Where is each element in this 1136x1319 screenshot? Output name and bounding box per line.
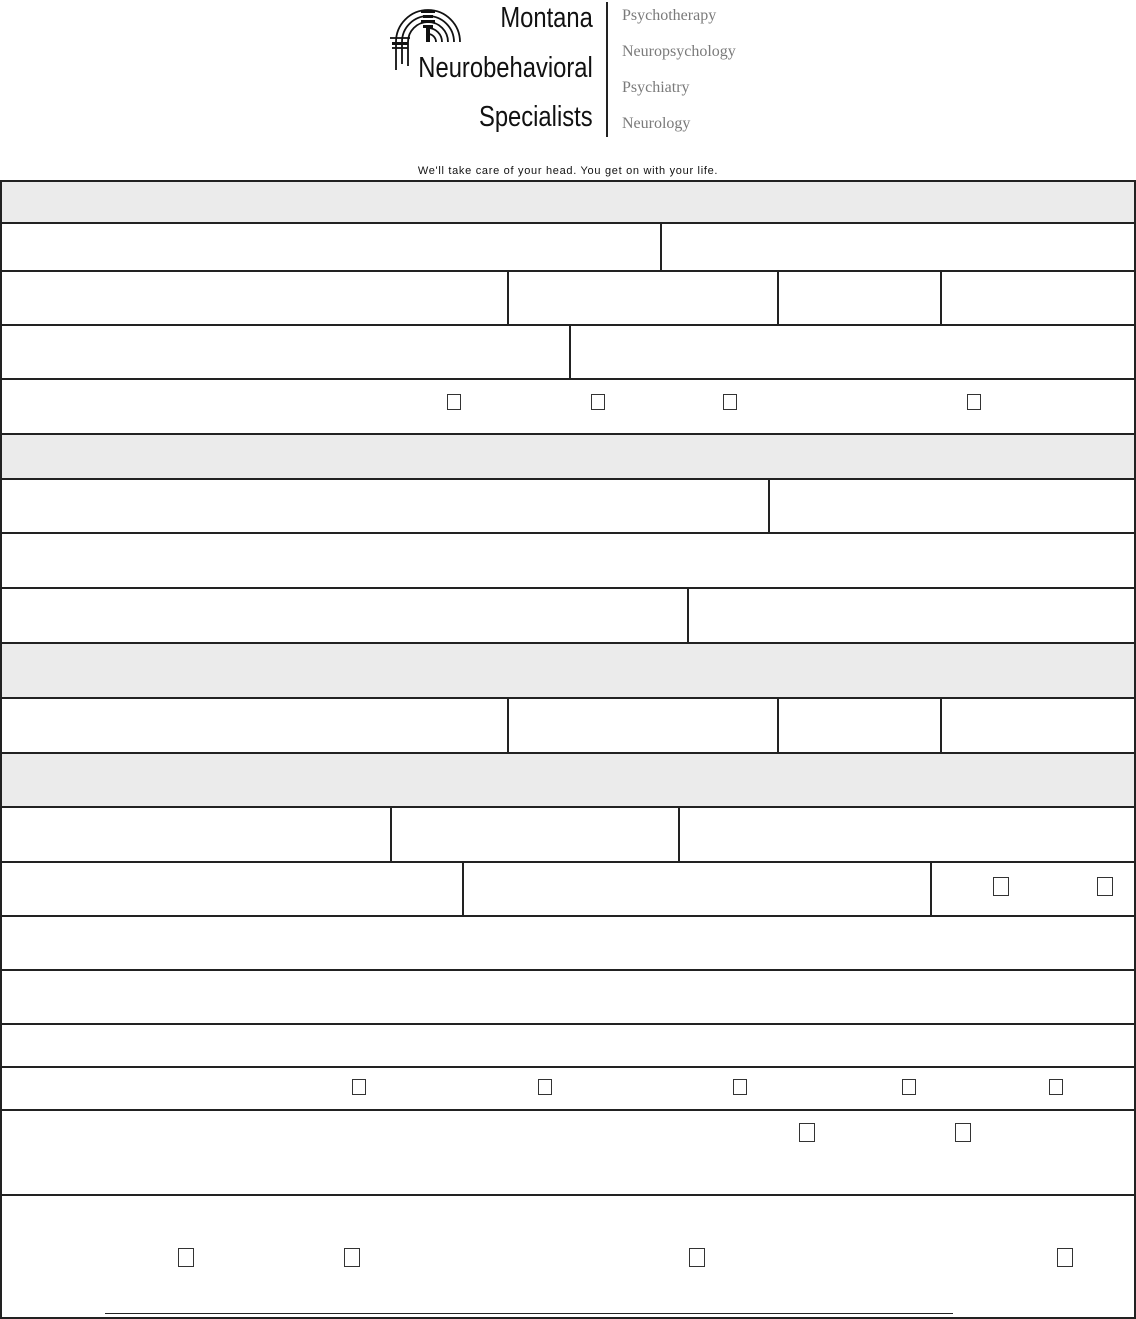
field-divider [678,808,680,861]
field-divider [930,863,932,915]
option-checkbox[interactable] [591,394,605,410]
field-divider [569,326,571,378]
option-checkbox[interactable] [723,394,737,410]
field-divider [507,272,509,324]
form-row-13 [0,1025,1136,1068]
service-psychiatry: Psychiatry [622,79,690,96]
field-divider [940,699,942,752]
section-header-4 [0,754,1136,808]
option-checkbox[interactable] [344,1248,360,1267]
service-neurology: Neurology [622,115,691,132]
service-psychotherapy: Psychotherapy [622,7,717,24]
option-checkbox[interactable] [447,394,461,410]
option-checkbox[interactable] [178,1248,194,1267]
field-divider [390,808,392,861]
brand-name-line-3: Specialists [479,101,593,133]
field-divider [777,699,779,752]
option-checkbox[interactable] [967,394,981,410]
field-divider [940,272,942,324]
form-row-11 [0,917,1136,971]
form-row-9 [0,808,1136,863]
service-neuropsychology: Neuropsychology [622,43,736,60]
option-checkbox[interactable] [1057,1248,1073,1267]
option-checkbox[interactable] [902,1079,916,1095]
signature-line[interactable] [105,1313,953,1314]
field-divider [768,480,770,532]
field-divider [687,589,689,642]
option-checkbox[interactable] [1097,877,1113,896]
option-checkbox[interactable] [799,1123,815,1142]
tagline: We'll take care of your head. You get on with your life. [417,165,719,177]
form-row-4 [0,380,1136,435]
form-row-10 [0,863,1136,917]
form-row-5 [0,480,1136,534]
form-row-2 [0,272,1136,326]
field-divider [660,224,662,270]
letterhead-divider [606,2,608,137]
option-checkbox[interactable] [352,1079,366,1095]
section-header-1 [0,180,1136,224]
option-checkbox[interactable] [733,1079,747,1095]
brand-name-line-2: Neurobehavioral [418,52,593,84]
option-checkbox[interactable] [1049,1079,1063,1095]
field-divider [507,699,509,752]
form-row-8 [0,699,1136,754]
form-row-12 [0,971,1136,1025]
form-row-3 [0,326,1136,380]
option-checkbox[interactable] [993,877,1009,896]
field-divider [777,272,779,324]
form-row-7 [0,589,1136,644]
field-divider [462,863,464,915]
option-checkbox[interactable] [955,1123,971,1142]
section-header-3 [0,644,1136,699]
option-checkbox[interactable] [689,1248,705,1267]
section-header-2 [0,435,1136,480]
form-row-14 [0,1068,1136,1111]
brand-name-line-1: Montana [500,2,593,34]
option-checkbox[interactable] [538,1079,552,1095]
form-row-16 [0,1196,1136,1319]
form-row-1 [0,224,1136,272]
form-row-6 [0,534,1136,589]
